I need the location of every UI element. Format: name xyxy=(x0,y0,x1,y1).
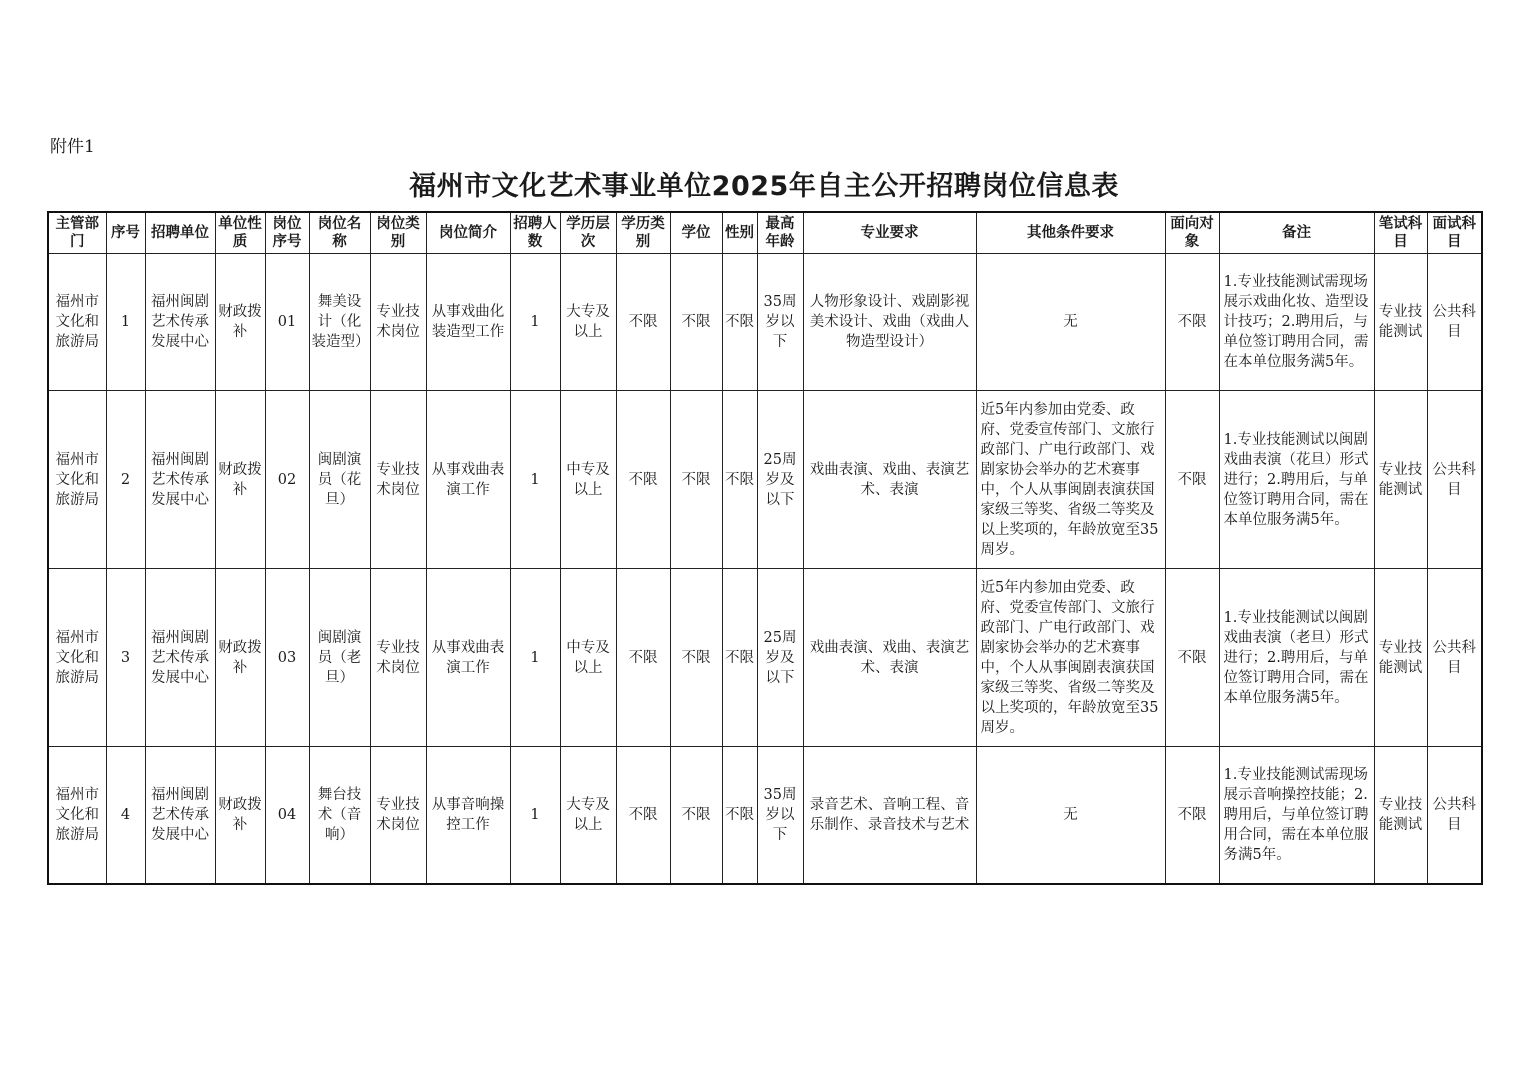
header-unit: 招聘单位 xyxy=(145,212,215,254)
cell-post-type: 专业技术岗位 xyxy=(370,569,426,747)
attachment-label: 附件1 xyxy=(50,137,95,157)
page-title: 福州市文化艺术事业单位2025年自主公开招聘岗位信息表 xyxy=(409,171,1119,202)
cell-written: 专业技能测试 xyxy=(1374,391,1427,569)
cell-post-name: 舞美设计（化装造型） xyxy=(309,254,370,391)
cell-target: 不限 xyxy=(1165,569,1219,747)
cell-max-age: 25周岁及以下 xyxy=(757,569,803,747)
cell-seq: 2 xyxy=(106,391,145,569)
cell-edu-type: 不限 xyxy=(616,254,670,391)
table-header-row xyxy=(48,212,1482,254)
cell-post-name: 闽剧演员（老旦） xyxy=(309,569,370,747)
header-edu-type: 学历类别 xyxy=(616,212,670,254)
cell-dept: 福州市文化和旅游局 xyxy=(48,747,106,885)
cell-degree: 不限 xyxy=(670,254,722,391)
cell-post-name: 闽剧演员（花旦） xyxy=(309,391,370,569)
cell-nature: 财政拨补 xyxy=(215,569,265,747)
table-row xyxy=(48,747,1482,885)
cell-edu-level: 中专及以上 xyxy=(560,569,616,747)
cell-post-name: 舞台技术（音响） xyxy=(309,747,370,885)
cell-post-desc: 从事音响操控工作 xyxy=(426,747,510,885)
cell-dept: 福州市文化和旅游局 xyxy=(48,254,106,391)
cell-dept: 福州市文化和旅游局 xyxy=(48,569,106,747)
cell-note: 1.专业技能测试以闽剧戏曲表演（花旦）形式进行；2.聘用后，与单位签订聘用合同，需在本单位服务满5年。 xyxy=(1219,391,1374,569)
cell-gender: 不限 xyxy=(722,569,757,747)
cell-max-age: 35周岁以下 xyxy=(757,747,803,885)
header-target: 面向对象 xyxy=(1165,212,1219,254)
cell-other: 近5年内参加由党委、政府、党委宣传部门、文旅行政部门、广电行政部门、戏剧家协会举办的艺术赛事中，个人从事闽剧表演获国家级三等奖、省级二等奖及以上奖项的，年龄放宽至35周岁。 xyxy=(976,569,1165,747)
cell-major: 录音艺术、音响工程、音乐制作、录音技术与艺术 xyxy=(803,747,976,885)
cell-degree: 不限 xyxy=(670,391,722,569)
cell-count: 1 xyxy=(510,391,560,569)
cell-post-no: 03 xyxy=(265,569,309,747)
cell-max-age: 35周岁以下 xyxy=(757,254,803,391)
cell-degree: 不限 xyxy=(670,747,722,885)
cell-major: 人物形象设计、戏剧影视美术设计、戏曲（戏曲人物造型设计） xyxy=(803,254,976,391)
cell-seq: 1 xyxy=(106,254,145,391)
cell-unit: 福州闽剧艺术传承发展中心 xyxy=(145,254,215,391)
header-edu-level: 学历层次 xyxy=(560,212,616,254)
header-count: 招聘人数 xyxy=(510,212,560,254)
cell-target: 不限 xyxy=(1165,254,1219,391)
cell-note: 1.专业技能测试以闽剧戏曲表演（老旦）形式进行；2.聘用后，与单位签订聘用合同，需在本单位服务满5年。 xyxy=(1219,569,1374,747)
cell-target: 不限 xyxy=(1165,747,1219,885)
cell-written: 专业技能测试 xyxy=(1374,747,1427,885)
cell-other: 无 xyxy=(976,747,1165,885)
header-post-type: 岗位类别 xyxy=(370,212,426,254)
cell-gender: 不限 xyxy=(722,747,757,885)
header-written: 笔试科目 xyxy=(1374,212,1427,254)
header-max-age: 最高年龄 xyxy=(757,212,803,254)
cell-post-no: 02 xyxy=(265,391,309,569)
cell-post-type: 专业技术岗位 xyxy=(370,254,426,391)
cell-count: 1 xyxy=(510,254,560,391)
cell-nature: 财政拨补 xyxy=(215,747,265,885)
header-other: 其他条件要求 xyxy=(976,212,1165,254)
header-post-name: 岗位名称 xyxy=(309,212,370,254)
cell-post-desc: 从事戏曲表演工作 xyxy=(426,569,510,747)
cell-post-no: 04 xyxy=(265,747,309,885)
table-row xyxy=(48,569,1482,747)
cell-note: 1.专业技能测试需现场展示音响操控技能；2.聘用后，与单位签订聘用合同，需在本单位服务满5年。 xyxy=(1219,747,1374,885)
table-row xyxy=(48,391,1482,569)
cell-major: 戏曲表演、戏曲、表演艺术、表演 xyxy=(803,569,976,747)
job-info-table xyxy=(47,211,1483,885)
header-seq: 序号 xyxy=(106,212,145,254)
cell-interview: 公共科目 xyxy=(1427,569,1482,747)
header-post-desc: 岗位简介 xyxy=(426,212,510,254)
cell-gender: 不限 xyxy=(722,391,757,569)
cell-interview: 公共科目 xyxy=(1427,747,1482,885)
cell-unit: 福州闽剧艺术传承发展中心 xyxy=(145,391,215,569)
cell-interview: 公共科目 xyxy=(1427,254,1482,391)
cell-interview: 公共科目 xyxy=(1427,391,1482,569)
header-post-no: 岗位序号 xyxy=(265,212,309,254)
cell-edu-type: 不限 xyxy=(616,747,670,885)
cell-note: 1.专业技能测试需现场展示戏曲化妆、造型设计技巧；2.聘用后，与单位签订聘用合同，需在本单位服务满5年。 xyxy=(1219,254,1374,391)
cell-edu-level: 中专及以上 xyxy=(560,391,616,569)
cell-unit: 福州闽剧艺术传承发展中心 xyxy=(145,569,215,747)
cell-count: 1 xyxy=(510,569,560,747)
cell-seq: 4 xyxy=(106,747,145,885)
cell-other: 无 xyxy=(976,254,1165,391)
cell-degree: 不限 xyxy=(670,569,722,747)
cell-nature: 财政拨补 xyxy=(215,391,265,569)
cell-nature: 财政拨补 xyxy=(215,254,265,391)
cell-target: 不限 xyxy=(1165,391,1219,569)
cell-count: 1 xyxy=(510,747,560,885)
header-degree: 学位 xyxy=(670,212,722,254)
cell-edu-level: 大专及以上 xyxy=(560,747,616,885)
header-gender: 性别 xyxy=(722,212,757,254)
header-interview: 面试科目 xyxy=(1427,212,1482,254)
cell-written: 专业技能测试 xyxy=(1374,569,1427,747)
header-dept: 主管部门 xyxy=(48,212,106,254)
table-row xyxy=(48,254,1482,391)
cell-edu-type: 不限 xyxy=(616,391,670,569)
cell-post-desc: 从事戏曲表演工作 xyxy=(426,391,510,569)
header-nature: 单位性质 xyxy=(215,212,265,254)
header-major: 专业要求 xyxy=(803,212,976,254)
cell-other: 近5年内参加由党委、政府、党委宣传部门、文旅行政部门、广电行政部门、戏剧家协会举办的艺术赛事中，个人从事闽剧表演获国家级三等奖、省级二等奖及以上奖项的，年龄放宽至35周岁。 xyxy=(976,391,1165,569)
cell-edu-level: 大专及以上 xyxy=(560,254,616,391)
cell-gender: 不限 xyxy=(722,254,757,391)
cell-max-age: 25周岁及以下 xyxy=(757,391,803,569)
cell-unit: 福州闽剧艺术传承发展中心 xyxy=(145,747,215,885)
cell-post-type: 专业技术岗位 xyxy=(370,391,426,569)
cell-seq: 3 xyxy=(106,569,145,747)
cell-dept: 福州市文化和旅游局 xyxy=(48,391,106,569)
header-note: 备注 xyxy=(1219,212,1374,254)
cell-post-type: 专业技术岗位 xyxy=(370,747,426,885)
cell-post-desc: 从事戏曲化装造型工作 xyxy=(426,254,510,391)
cell-major: 戏曲表演、戏曲、表演艺术、表演 xyxy=(803,391,976,569)
cell-written: 专业技能测试 xyxy=(1374,254,1427,391)
cell-edu-type: 不限 xyxy=(616,569,670,747)
cell-post-no: 01 xyxy=(265,254,309,391)
